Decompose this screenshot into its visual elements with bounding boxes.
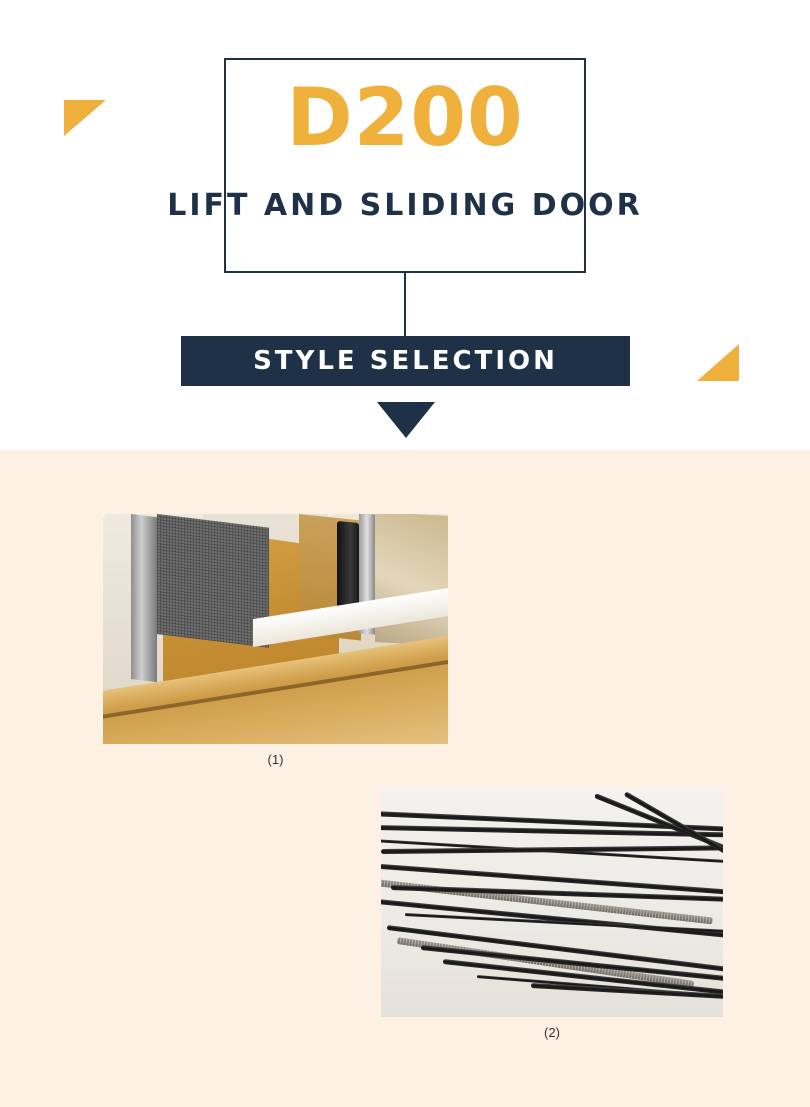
figure-2-caption: (2) — [544, 1025, 560, 1040]
title-box — [167, 58, 643, 273]
product-name: LIFT AND SLIDING DOOR — [167, 188, 643, 223]
door-glass — [375, 514, 448, 646]
figure-2-photo — [381, 787, 723, 1017]
door-scene — [103, 514, 448, 744]
triangle-icon-left — [64, 100, 106, 136]
figure-1-photo — [103, 514, 448, 744]
door-frame — [131, 514, 157, 682]
style-selection-label: STYLE SELECTION — [253, 346, 558, 376]
down-arrow-icon — [377, 402, 435, 438]
triangle-icon-right — [697, 344, 739, 381]
figure-1-caption: (1) — [267, 752, 284, 767]
model-code: D200 — [286, 71, 524, 164]
connector-line — [404, 273, 406, 336]
content-section — [0, 450, 810, 1107]
header-section — [0, 0, 810, 450]
style-selection-bar — [181, 336, 630, 386]
weather-strips-scene — [381, 787, 723, 1017]
figure-2 — [381, 787, 723, 1040]
figure-1 — [103, 514, 448, 767]
